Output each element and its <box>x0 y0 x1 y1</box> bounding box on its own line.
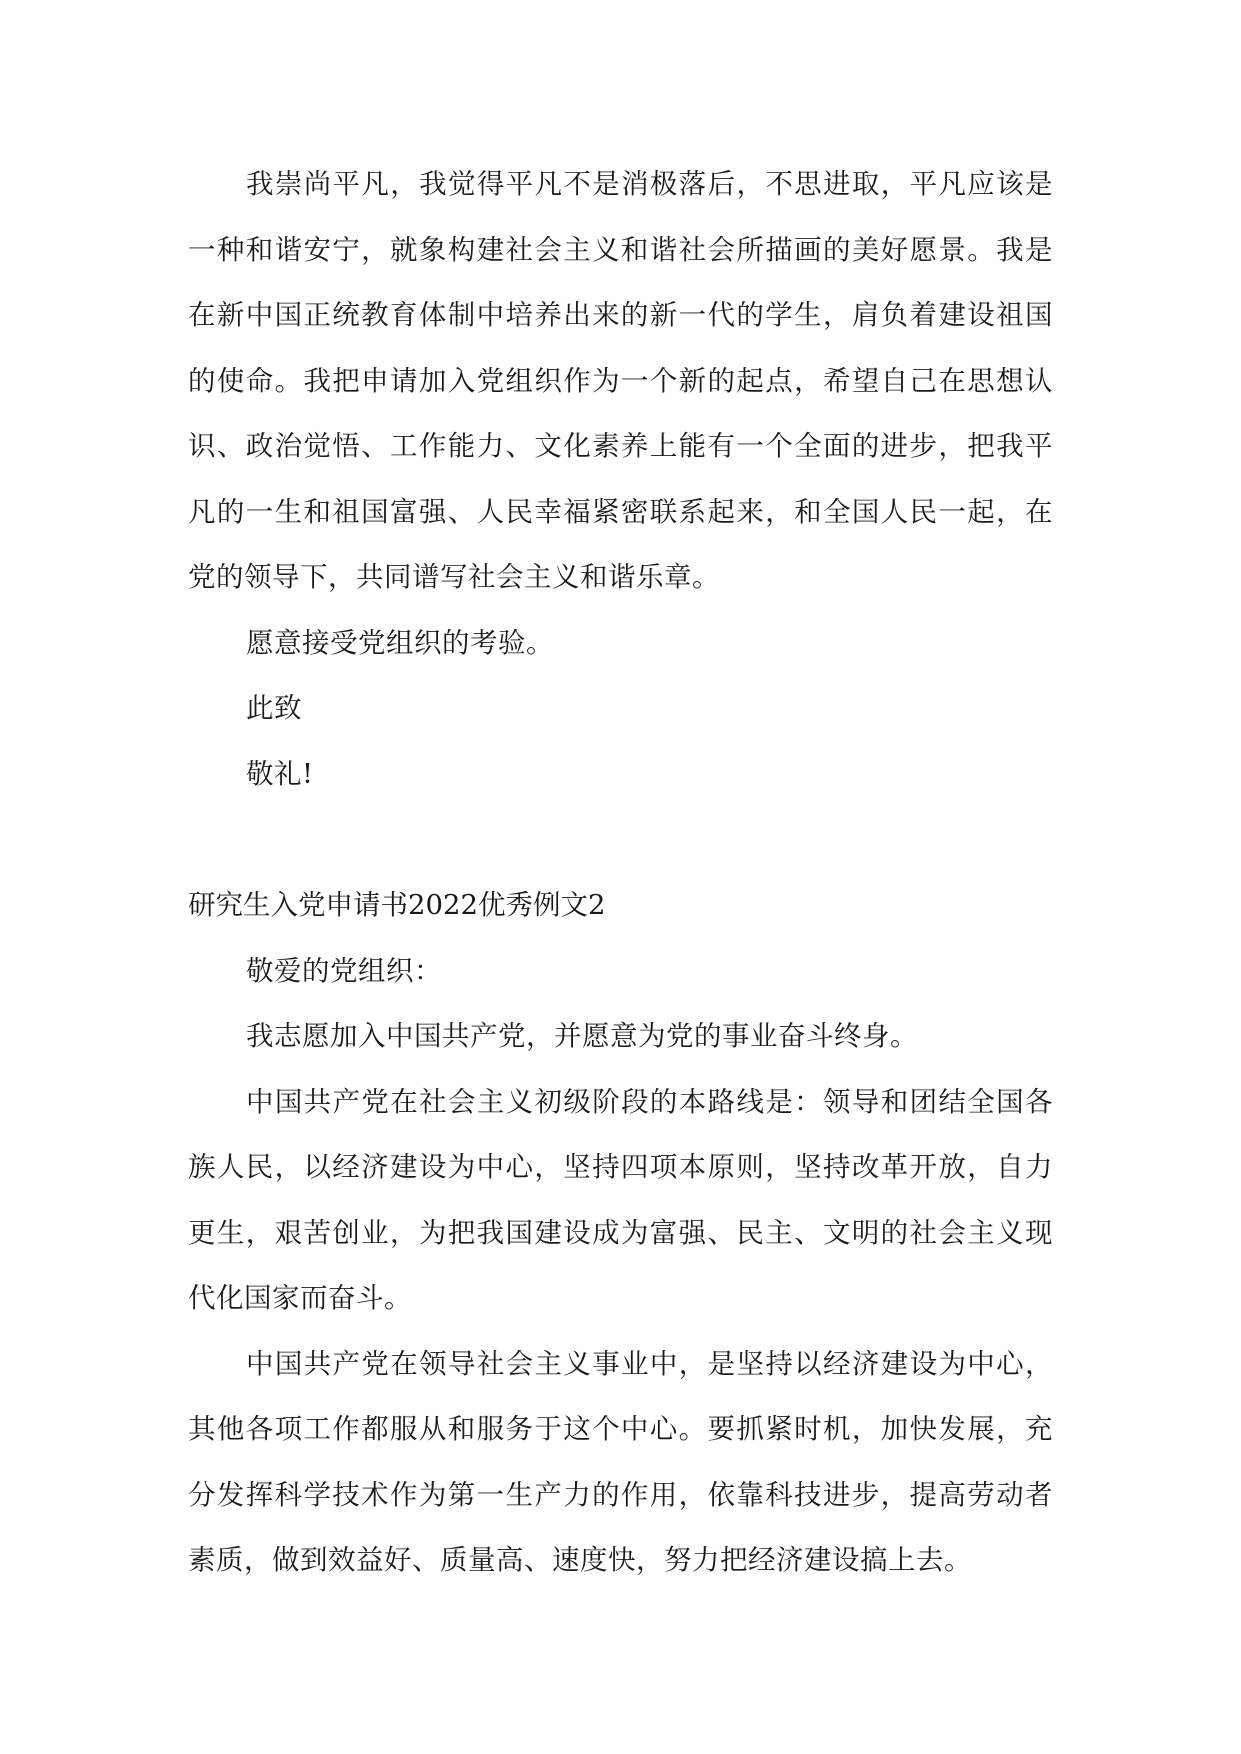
closing-cizhi: 此致 <box>246 692 302 724</box>
document-body <box>188 152 1053 1594</box>
paragraph-accept-test: 愿意接受党组织的考验。 <box>246 626 554 659</box>
salutation: 敬爱的党组织： <box>246 954 442 987</box>
paragraph-basic-line: 中国共产党在社会主义初级阶段的本路线是：领导和团结全国各族人民，以经济建设为中心，坚持四项本原则，坚持改革开放，自力更生，艰苦创业，为把我国建设成为富强、民主、文明的社会主义现代化国家而奋斗。 <box>188 1085 1053 1314</box>
section-spacer <box>188 807 1053 873</box>
section-title: 研究生入党申请书2022优秀例文2 <box>188 889 606 921</box>
paragraph-ordinary-aspiration: 我崇尚平凡，我觉得平凡不是消极落后，不思进取，平凡应该是一种和谐安宁，就象构建社会主义和谐社会所描画的美好愿景。我是在新中国正统教育体制中培养出来的新一代的学生，肩负着建设祖国的使命。我把申请加入党组织作为一个新的起点，希望自己在思想认识、政治觉悟、工作能力、文化素养上能有一个全面的进步，把我平凡的一生和祖国富强、人民幸福紧密联系起来，和全国人民一起，在党的领导下，共同谱写社会主义和谐乐章。 <box>188 168 1053 593</box>
paragraph-pledge: 我志愿加入中国共产党，并愿意为党的事业奋斗终身。 <box>246 1020 918 1052</box>
closing-jingli: 敬礼! <box>246 757 314 790</box>
paragraph-economic-center: 中国共产党在领导社会主义事业中，是坚持以经济建设为中心，其他各项工作都服从和服务于这个中心。要抓紧时机，加快发展，充分发挥科学技术作为第一生产力的作用，依靠科技进步，提高劳动者素质，做到效益好、质量高、速度快，努力把经济建设搞上去。 <box>188 1347 1053 1576</box>
